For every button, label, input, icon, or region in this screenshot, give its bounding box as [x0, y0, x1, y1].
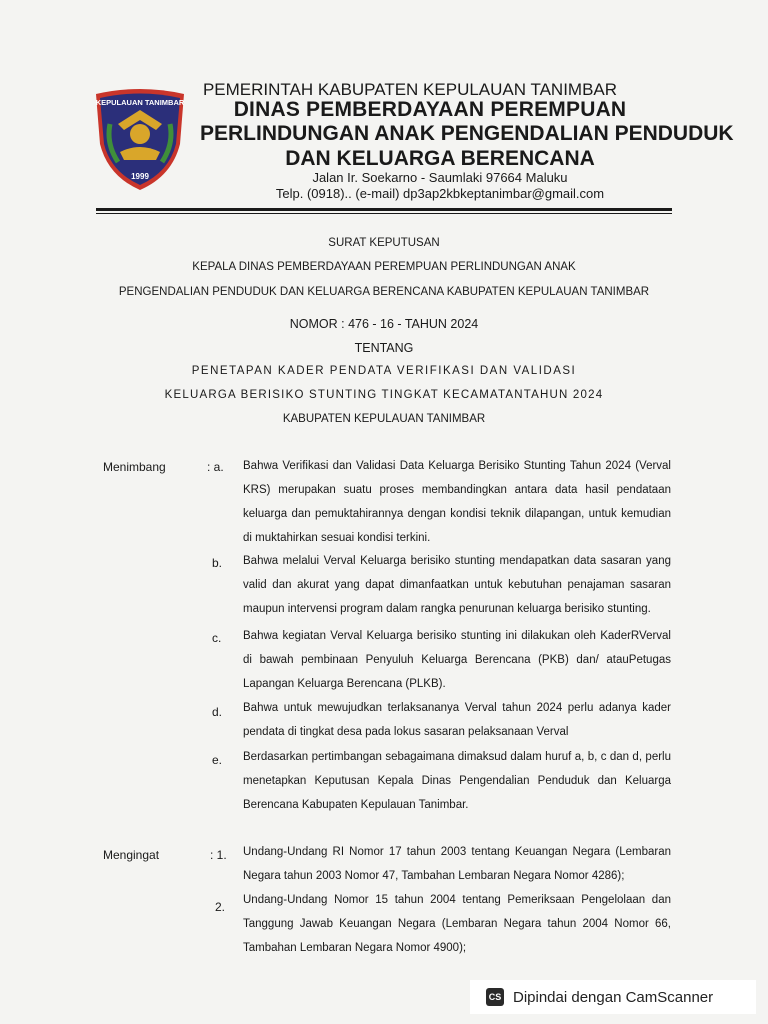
- kop-government-name: PEMERINTAH KABUPATEN KEPULAUAN TANIMBAR: [202, 80, 618, 99]
- kop-agency-line3: DAN KELUARGA BERENCANA: [285, 147, 595, 170]
- menimbang-mark-c: c.: [212, 631, 222, 645]
- kop-contact: Telp. (0918).. (e-mail) dp3ap2kbkeptanimbar@gmail.com: [275, 186, 605, 201]
- kop-agency-line2: PERLINDUNGAN ANAK PENGENDALIAN PENDUDUK: [200, 122, 734, 145]
- menimbang-item-a: Bahwa Verifikasi dan Validasi Data Keluarga Berisiko Stunting Tahun 2024 (Verval KRS) merupakan suatu proses membandingkan antara data hasil pendataan keluarga dan pemuktahirannya dengan kondisi teknik dilapangan, untuk kemudian di muktahirkan sesuai kondisi terkini.: [243, 460, 671, 544]
- svg-text:1999: 1999: [131, 172, 149, 181]
- issuer-line1: KEPALA DINAS PEMBERDAYAAN PEREMPUAN PERLINDUNGAN ANAK: [192, 261, 576, 273]
- mengingat-mark-2: 2.: [215, 900, 226, 914]
- menimbang-label: Menimbang: [103, 460, 166, 474]
- camscanner-badge: [470, 980, 756, 1014]
- camscanner-text: Dipindai dengan CamScanner: [513, 988, 714, 1006]
- menimbang-item-e: Berdasarkan pertimbangan sebagaimana dimaksud dalam huruf a, b, c dan d, perlu menetapkan Keputusan Kepala Dinas Pengendalian Penduduk dan Keluarga Berencana Kabupaten Kepulauan Tanimbar.: [243, 751, 671, 811]
- menimbang-item-b: Bahwa melalui Verval Keluarga berisiko stunting mendapatkan data sasaran yang valid dan akurat yang dapat dimanfaatkan untuk kebutuhan penajaman sasaran maupun intervensi program dalam rangka penurunan keluarga berisiko stunting.: [243, 555, 671, 615]
- mengingat-label: Mengingat: [103, 848, 160, 862]
- subject-line1: PENETAPAN KADER PENDATA VERIFIKASI DAN VALIDASI: [191, 365, 577, 377]
- decree-number: NOMOR : 476 - 16 - TAHUN 2024: [289, 317, 479, 331]
- kop-agency-line1: DINAS PEMBERDAYAAN PEREMPUAN: [233, 98, 627, 121]
- menimbang-mark-b: b.: [212, 556, 223, 570]
- mengingat-item-1: Undang-Undang RI Nomor 17 tahun 2003 tentang Keuangan Negara (Lembaran Negara tahun 2003 Nomor 47, Tambahan Lembaran Negara Nomor 4286);: [243, 846, 671, 882]
- mengingat-item-2: Undang-Undang Nomor 15 tahun 2004 tentang Pemeriksaan Pengelolaan dan Tanggung Jawab Keuangan Negara (Lembaran Negara tahun 2004 Nomor 66, Tambahan Lembaran Negara Nomor 4900);: [243, 894, 671, 954]
- kop-address: Jalan Ir. Soekarno - Saumlaki 97664 Maluku: [312, 170, 568, 185]
- svg-text:KEPULAUAN TANIMBAR: KEPULAUAN TANIMBAR: [95, 98, 185, 107]
- about-heading: TENTANG: [354, 341, 414, 355]
- camscanner-icon: CS: [486, 988, 504, 1006]
- letterhead-thick-rule: [96, 208, 672, 211]
- menimbang-mark-d: d.: [212, 705, 223, 719]
- subject-line3: KABUPATEN KEPULAUAN TANIMBAR: [282, 413, 486, 425]
- menimbang-mark-a: : a.: [207, 460, 224, 474]
- doc-type: SURAT KEPUTUSAN: [328, 237, 440, 249]
- mengingat-mark-1: : 1.: [210, 848, 227, 862]
- menimbang-item-d: Bahwa untuk mewujudkan terlaksananya Verval tahun 2024 perlu adanya kader pendata di tingkat desa pada lokus sasaran pelaksanaan Verval: [243, 702, 671, 738]
- menimbang-mark-e: e.: [212, 753, 223, 767]
- issuer-line2: PENGENDALIAN PENDUDUK DAN KELUARGA BERENCANA KABUPATEN KEPULAUAN TANIMBAR: [118, 286, 650, 298]
- menimbang-item-c: Bahwa kegiatan Verval Keluarga berisiko stunting ini dilakukan oleh KaderRVerval di bawah pembinaan Penyuluh Keluarga Berencana (PKB) dan/ atauPetugas Lapangan Keluarga Berencana (PLKB).: [243, 630, 671, 690]
- subject-line2: KELUARGA BERISIKO STUNTING TINGKAT KECAMATANTAHUN 2024: [164, 389, 604, 401]
- letterhead-thin-rule: [96, 213, 672, 214]
